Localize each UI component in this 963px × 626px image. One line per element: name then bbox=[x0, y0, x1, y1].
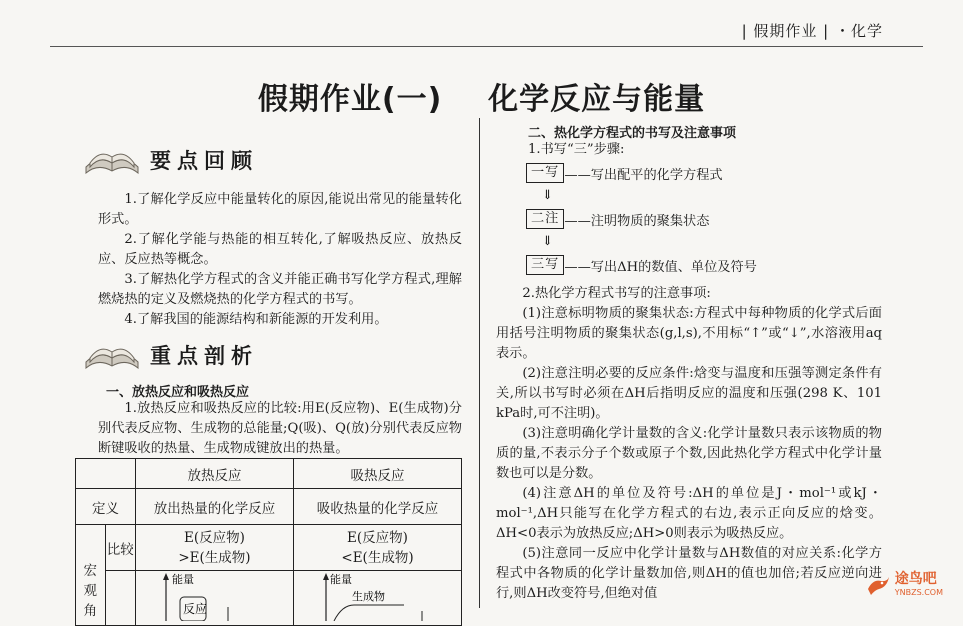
bird-logo-icon bbox=[865, 573, 891, 599]
key-point-item: 3.了解热化学方程式的含义并能正确书写化学方程式,理解燃烧热的定义及燃烧热的化学方程式的书写。 bbox=[98, 272, 462, 307]
graph-exo-tag: 反应 bbox=[182, 602, 207, 616]
step-row bbox=[526, 254, 757, 276]
key-point-item: 1.了解化学反应中能量转化的原因,能说出常见的能量转化形式。 bbox=[98, 192, 462, 227]
step-row bbox=[526, 208, 757, 230]
comparison-intro bbox=[98, 399, 462, 459]
cell-graph-endo bbox=[293, 571, 461, 626]
notes-intro: 2.热化学方程式书写的注意事项: bbox=[522, 286, 711, 301]
running-header: | 假期作业 | ・化学 bbox=[741, 22, 883, 40]
section-heading-analysis bbox=[82, 338, 258, 372]
key-point-item: 4.了解我国的能源结构和新能源的开发利用。 bbox=[124, 312, 388, 327]
cell-graph-exo bbox=[135, 571, 293, 626]
endo-energy-graph bbox=[294, 571, 461, 621]
step-box: 三写 bbox=[526, 255, 564, 275]
graph-endo-tag: 生成物 bbox=[351, 590, 385, 603]
cell-def-endo: 吸收热量的化学反应 bbox=[293, 489, 461, 525]
header-rule bbox=[50, 46, 923, 47]
note-item: (5)注意同一反应中化学计量数与ΔH数值的对应关系:化学方程式中各物质的化学计量数加倍,则ΔH的值也加倍;若反应逆向进行,则ΔH改变符号,但绝对值 bbox=[496, 546, 882, 601]
row-label-graph bbox=[105, 571, 135, 626]
row-label-definition: 定义 bbox=[76, 489, 136, 525]
key-points-list bbox=[98, 190, 462, 330]
exo-energy-line2: >E(生成物) bbox=[178, 549, 251, 566]
table-corner bbox=[76, 459, 136, 489]
endo-energy-line1: E(反应物) bbox=[347, 529, 408, 546]
cell-cmp-endo bbox=[293, 525, 461, 571]
page-title: 假期作业(一) 化学反应与能量 bbox=[257, 82, 706, 117]
down-arrow-icon: ⇓ bbox=[542, 188, 553, 203]
steps-intro: 1.书写“三”步骤: bbox=[528, 142, 625, 157]
step-text: ——写出ΔH的数值、单位及符号 bbox=[564, 259, 757, 275]
steps-flow bbox=[526, 162, 757, 276]
cell-def-exo: 放出热量的化学反应 bbox=[135, 489, 293, 525]
note-item: (2)注意注明必要的反应条件:焓变与温度和压强等测定条件有关,所以书写时必须在ΔH后指明反应的温度和压强(298 K、101 kPa时,可不注明)。 bbox=[496, 366, 882, 421]
endo-energy-line2: <E(生成物) bbox=[341, 549, 414, 566]
section-title: 要点回顾 bbox=[150, 149, 258, 173]
row-label-compare: 比较 bbox=[105, 525, 135, 571]
step-row bbox=[526, 162, 757, 184]
step-text: ——注明物质的聚集状态 bbox=[564, 213, 710, 229]
column-divider bbox=[479, 118, 480, 608]
open-book-icon bbox=[82, 143, 142, 177]
down-arrow-icon: ⇓ bbox=[542, 234, 553, 249]
paragraph: 1.放热反应和吸热反应的比较:用E(反应物)、E(生成物)分别代表反应物、生成物的总能量;Q(吸)、Q(放)分别代表反应物断键吸收的热量、生成物成键放出的热量。 bbox=[98, 401, 462, 456]
comparison-table bbox=[75, 458, 462, 626]
step-box: 一写 bbox=[526, 163, 564, 183]
exo-energy-line1: E(反应物) bbox=[184, 529, 245, 546]
section-title: 重点剖析 bbox=[150, 344, 258, 368]
watermark-text: 途鸟吧 bbox=[894, 571, 937, 587]
subsection-title-right: 二、热化学方程式的书写及注意事项 bbox=[528, 126, 737, 141]
graph-y-label: 能量 bbox=[329, 573, 352, 586]
exo-energy-graph bbox=[136, 571, 293, 621]
group-label-text: 宏观角 bbox=[83, 563, 98, 619]
header-exothermic: 放热反应 bbox=[135, 459, 293, 489]
key-point-item: 2.了解化学能与热能的相互转化,了解吸热反应、放热反应、反应热等概念。 bbox=[98, 232, 462, 267]
header-endothermic: 吸热反应 bbox=[293, 459, 461, 489]
watermark-sub: YNBZS.COM bbox=[894, 588, 943, 597]
graph-y-label: 能量 bbox=[171, 573, 194, 586]
open-book-icon bbox=[82, 338, 142, 372]
watermark bbox=[865, 572, 943, 600]
cell-cmp-exo bbox=[135, 525, 293, 571]
step-text: ——写出配平的化学方程式 bbox=[564, 167, 723, 183]
section-heading-key-points bbox=[82, 143, 258, 177]
note-item: (4)注意ΔH的单位及符号:ΔH的单位是J・mol⁻¹或kJ・mol⁻¹,ΔH只能写在化学方程式的右边,表示正向反应的焓变。ΔH<0表示为放热反应;ΔH>0则表示为吸热反应。 bbox=[496, 486, 882, 541]
notes-block bbox=[496, 284, 882, 604]
note-item: (1)注意标明物质的聚集状态:方程式中每种物质的化学式后面用括号注明物质的聚集状态(g,l,s),不用标“↑”或“↓”,水溶液用aq表示。 bbox=[496, 306, 882, 361]
group-label-macro bbox=[76, 525, 106, 626]
subsection-title: 一、放热反应和吸热反应 bbox=[106, 385, 250, 400]
step-box: 二注 bbox=[526, 209, 564, 229]
note-item: (3)注意明确化学计量数的含义:化学计量数只表示该物质的物质的量,不表示分子个数或原子个数,因此热化学方程式中化学计量数也可以是分数。 bbox=[496, 426, 882, 481]
